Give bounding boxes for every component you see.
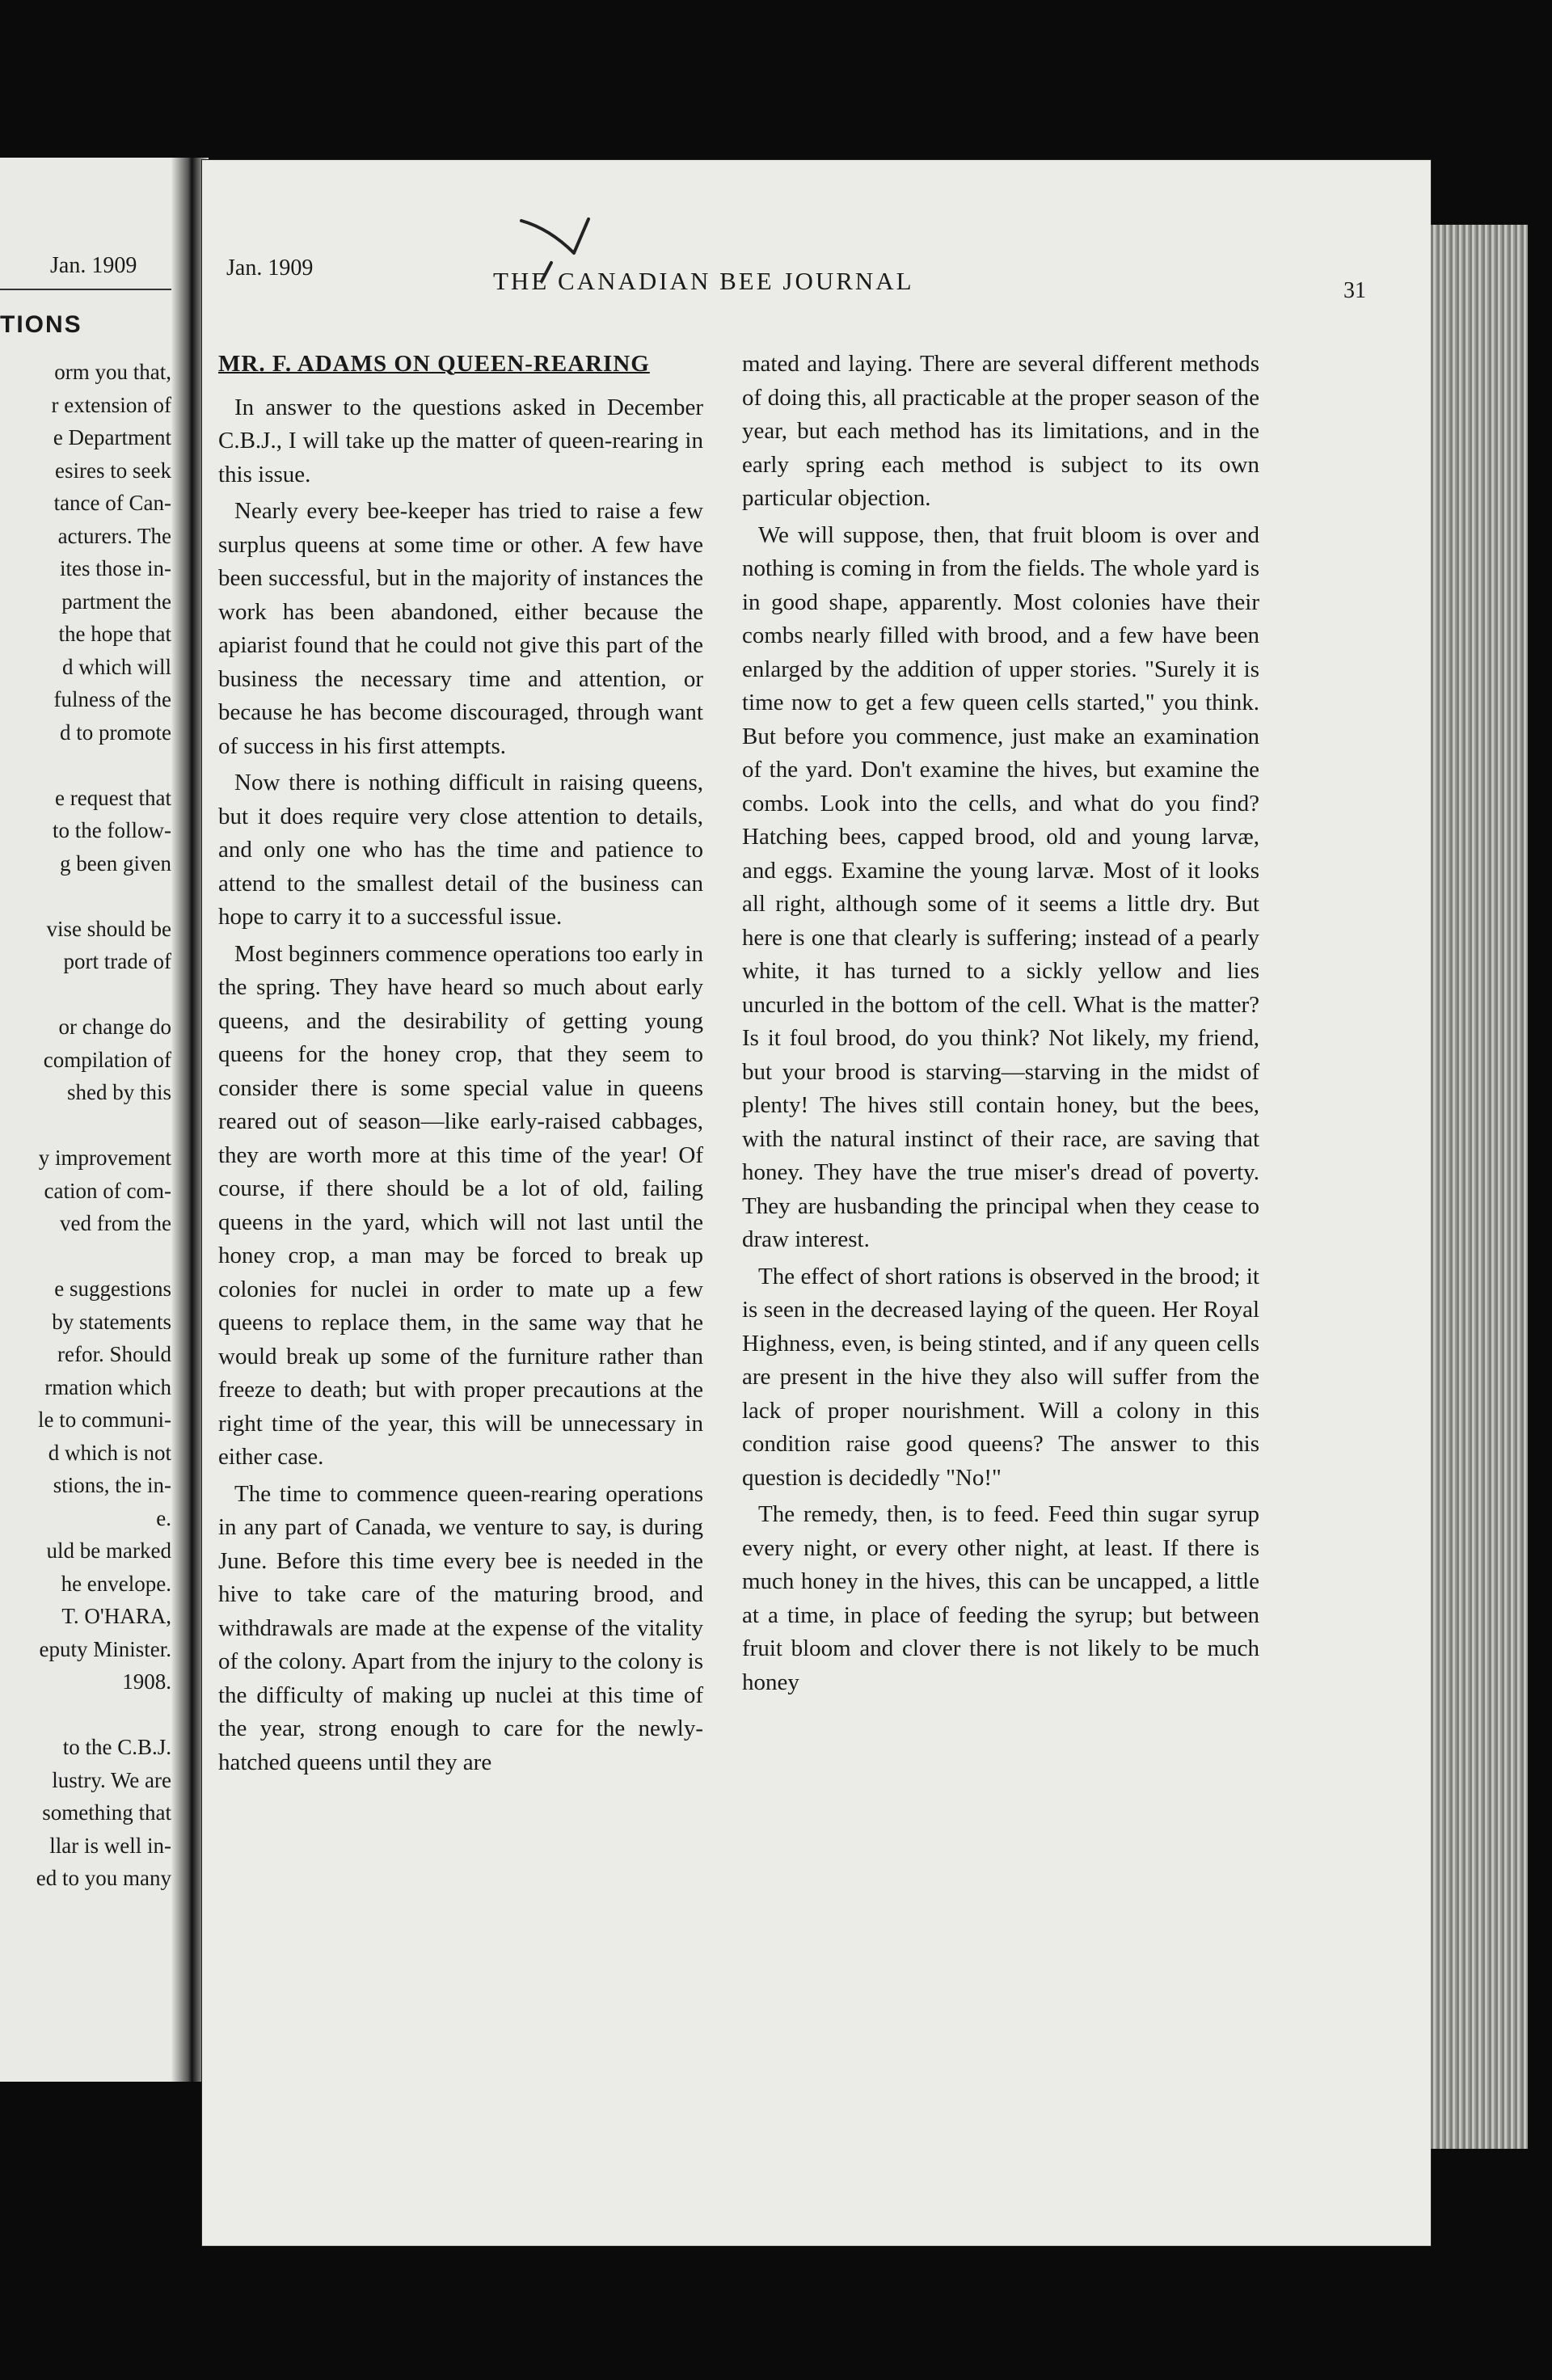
article-title: MR. F. ADAMS ON QUEEN-REARING [218,351,650,377]
left-page-line: uld be marked [46,1538,171,1563]
main-page [202,160,1431,2246]
left-page-line: cation of com- [44,1178,171,1203]
left-page-line: or change do [58,1015,171,1039]
left-page-heading: TIONS [0,311,82,338]
running-header [226,249,1366,303]
left-page-line: T. O'HARA, [61,1604,171,1628]
book-fore-edge [1431,225,1528,2149]
left-page-line: port trade of [63,949,171,973]
left-page-line: stions, the in- [53,1473,171,1497]
left-page-line: e request that [55,785,171,810]
paragraph: The remedy, then, is to feed. Feed thin sugar syrup every night, or every other night, at least. If there is much honey in the hives, this can be uncapped, a little at a time, in place of feeding the syrup; but between fruit bloom and clover there is not likely to be much honey [742,1501,1259,1695]
left-page-line [0,749,171,782]
left-page-line [0,880,171,913]
header-date: Jan. 1909 [226,255,314,281]
left-page-line: acturers. The [57,523,171,548]
left-page-line: g been given [60,850,171,876]
left-page-line: llar is well in- [49,1833,171,1858]
left-page-line: lustry. We are [52,1767,171,1792]
paragraph: mated and laying. There are several different methods of doing this, all practicable at the proper season of the year, but each method has its limitations, and in the early spring each method is subject to its own particular objection. [742,351,1259,511]
left-page-line: partment the [61,589,171,614]
left-page-line: e Department [53,425,171,449]
article-column-right [742,348,1259,1703]
left-page-line: vise should be [46,916,171,941]
left-page-line: to the C.B.J. [62,1735,171,1759]
journal-title: THE CANADIAN BEE JOURNAL [493,267,914,295]
left-page-line [0,978,171,1011]
left-page-line [0,1698,171,1732]
pencil-check-mark [517,205,606,285]
left-page-line: e. [156,1505,171,1530]
left-page-line: le to communi- [38,1407,171,1432]
left-page-date: Jan. 1909 [50,253,137,278]
paragraph: Most beginners commence operations too early in the spring. They have heard so much about early queens, and the desirability of getting young queens for the honey crop, that they seem to consider there is some special value in queens reared out of season—like early-raised cabbages, they are worth more at this time of the year! Of course, if there should be a lot of old, failing queens in the yard, which will not last until the honey crop, a man may be forced to break up colonies for nuclei in order to mate up a few queens to replace them, in the same way that he would break up some of the furniture rather than freeze to death; but with proper precautions at the right time of the year, this will be unnecessary in either case. [218,940,703,1470]
paragraph: The effect of short rations is observed in the brood; it is seen in the decreased laying of the queen. Her Royal Highness, even, is being stinted, and if any queen cells are present in the hive they also will suffer from the lack of proper nourishment. Will a colony in this condition raise good queens? The answer to this question is decidedly "No!" [742,1263,1259,1491]
left-page-header-rule [0,289,175,290]
left-page-line [0,1109,171,1142]
left-page-line: orm you that, [54,360,171,384]
paragraph: Nearly every bee-keeper has tried to raise a few surplus queens at some time or other. A few have been successful, but in the majority of instances the work has been abandoned, either because the apiarist found that he could not give this part of the business the necessary time and attention, or because he has become discouraged, through want of success in his first attempts. [218,498,703,759]
left-page-line: ved from the [60,1211,171,1235]
left-page-line: d which is not [48,1440,171,1465]
left-page-line: tance of Can- [53,491,171,515]
left-page-line: refor. Should [57,1342,171,1366]
left-page-line [0,1240,171,1273]
left-page-line: esires to seek [55,458,171,483]
left-facing-page [0,158,186,2082]
paragraph: In answer to the questions asked in December C.B.J., I will take up the matter of queen-rearing in this issue. [218,394,703,487]
left-page-line: compilation of [43,1047,171,1072]
left-page-line: ed to you many [36,1866,171,1890]
page-number: 31 [1343,278,1366,303]
left-page-line: to the follow- [53,818,171,842]
left-page-line: d to promote [60,719,171,745]
left-page-line: fulness of the [53,687,171,711]
left-page-text [0,356,171,1895]
left-page-line: shed by this [66,1080,171,1104]
left-page-line: eputy Minister. [39,1636,171,1661]
paragraph: We will suppose, then, that fruit bloom is over and nothing is coming in from the fields. The whole yard is in good shape, apparently. Most colonies have their combs nearly filled with brood, and a few have been enlarged by the addition of upper stories. "Surely it is time now to get a few queen cells started," you think. But before you commence, just make an examination of the yard. Don't examine the hives, but examine the combs. Look into the cells, and what do you find? Hatching bees, capped brood, old and young larvæ, and eggs. Examine the young larvæ. Most of it looks all right, although some of it seems a little dry. But here is one that clearly is suffering; instead of a pearly white, it has turned to a sickly yellow and lies uncurled in the bottom of the cell. What is the matter? Is it foul brood, do you think? Not likely, my friend, but your brood is starving—starving in the midst of plenty! The hives still contain honey, but the bees, with the natural instinct of their race, are saving that honey. They have the true miser's dread of poverty. They are husbanding the principal when they cease to draw interest. [742,521,1259,1252]
left-page-line: r extension of [51,392,171,417]
left-page-line: ites those in- [60,556,171,580]
left-page-line: rmation which [44,1374,171,1399]
paragraph: The time to commence queen-rearing operations in any part of Canada, we venture to say, is during June. Before this time every bee is needed in the hive to take care of the maturing brood, and withdrawals are made at the expense of the vitality of the colony. Apart from the injury to the colony is the difficulty of making up nuclei at this time of the year, strong enough to care for the newly-hatched queens until they are [218,1480,703,1775]
paragraph: Now there is nothing difficult in raising queens, but it does require very close attention to details, and only one who has the time and patience to attend to the smallest detail of the business can hope to carry it to a successful issue. [218,770,703,930]
left-page-line: the hope that [58,622,171,646]
left-page-line: 1908. [122,1669,171,1694]
left-page-line: d which will [62,654,171,679]
left-page-line: something that [42,1800,171,1825]
article-column-left [218,348,703,1783]
left-page-line: e suggestions [54,1277,171,1301]
left-page-line: by statements [52,1309,171,1334]
left-page-line: he envelope. [61,1571,171,1596]
left-page-line: y improvement [38,1146,171,1170]
